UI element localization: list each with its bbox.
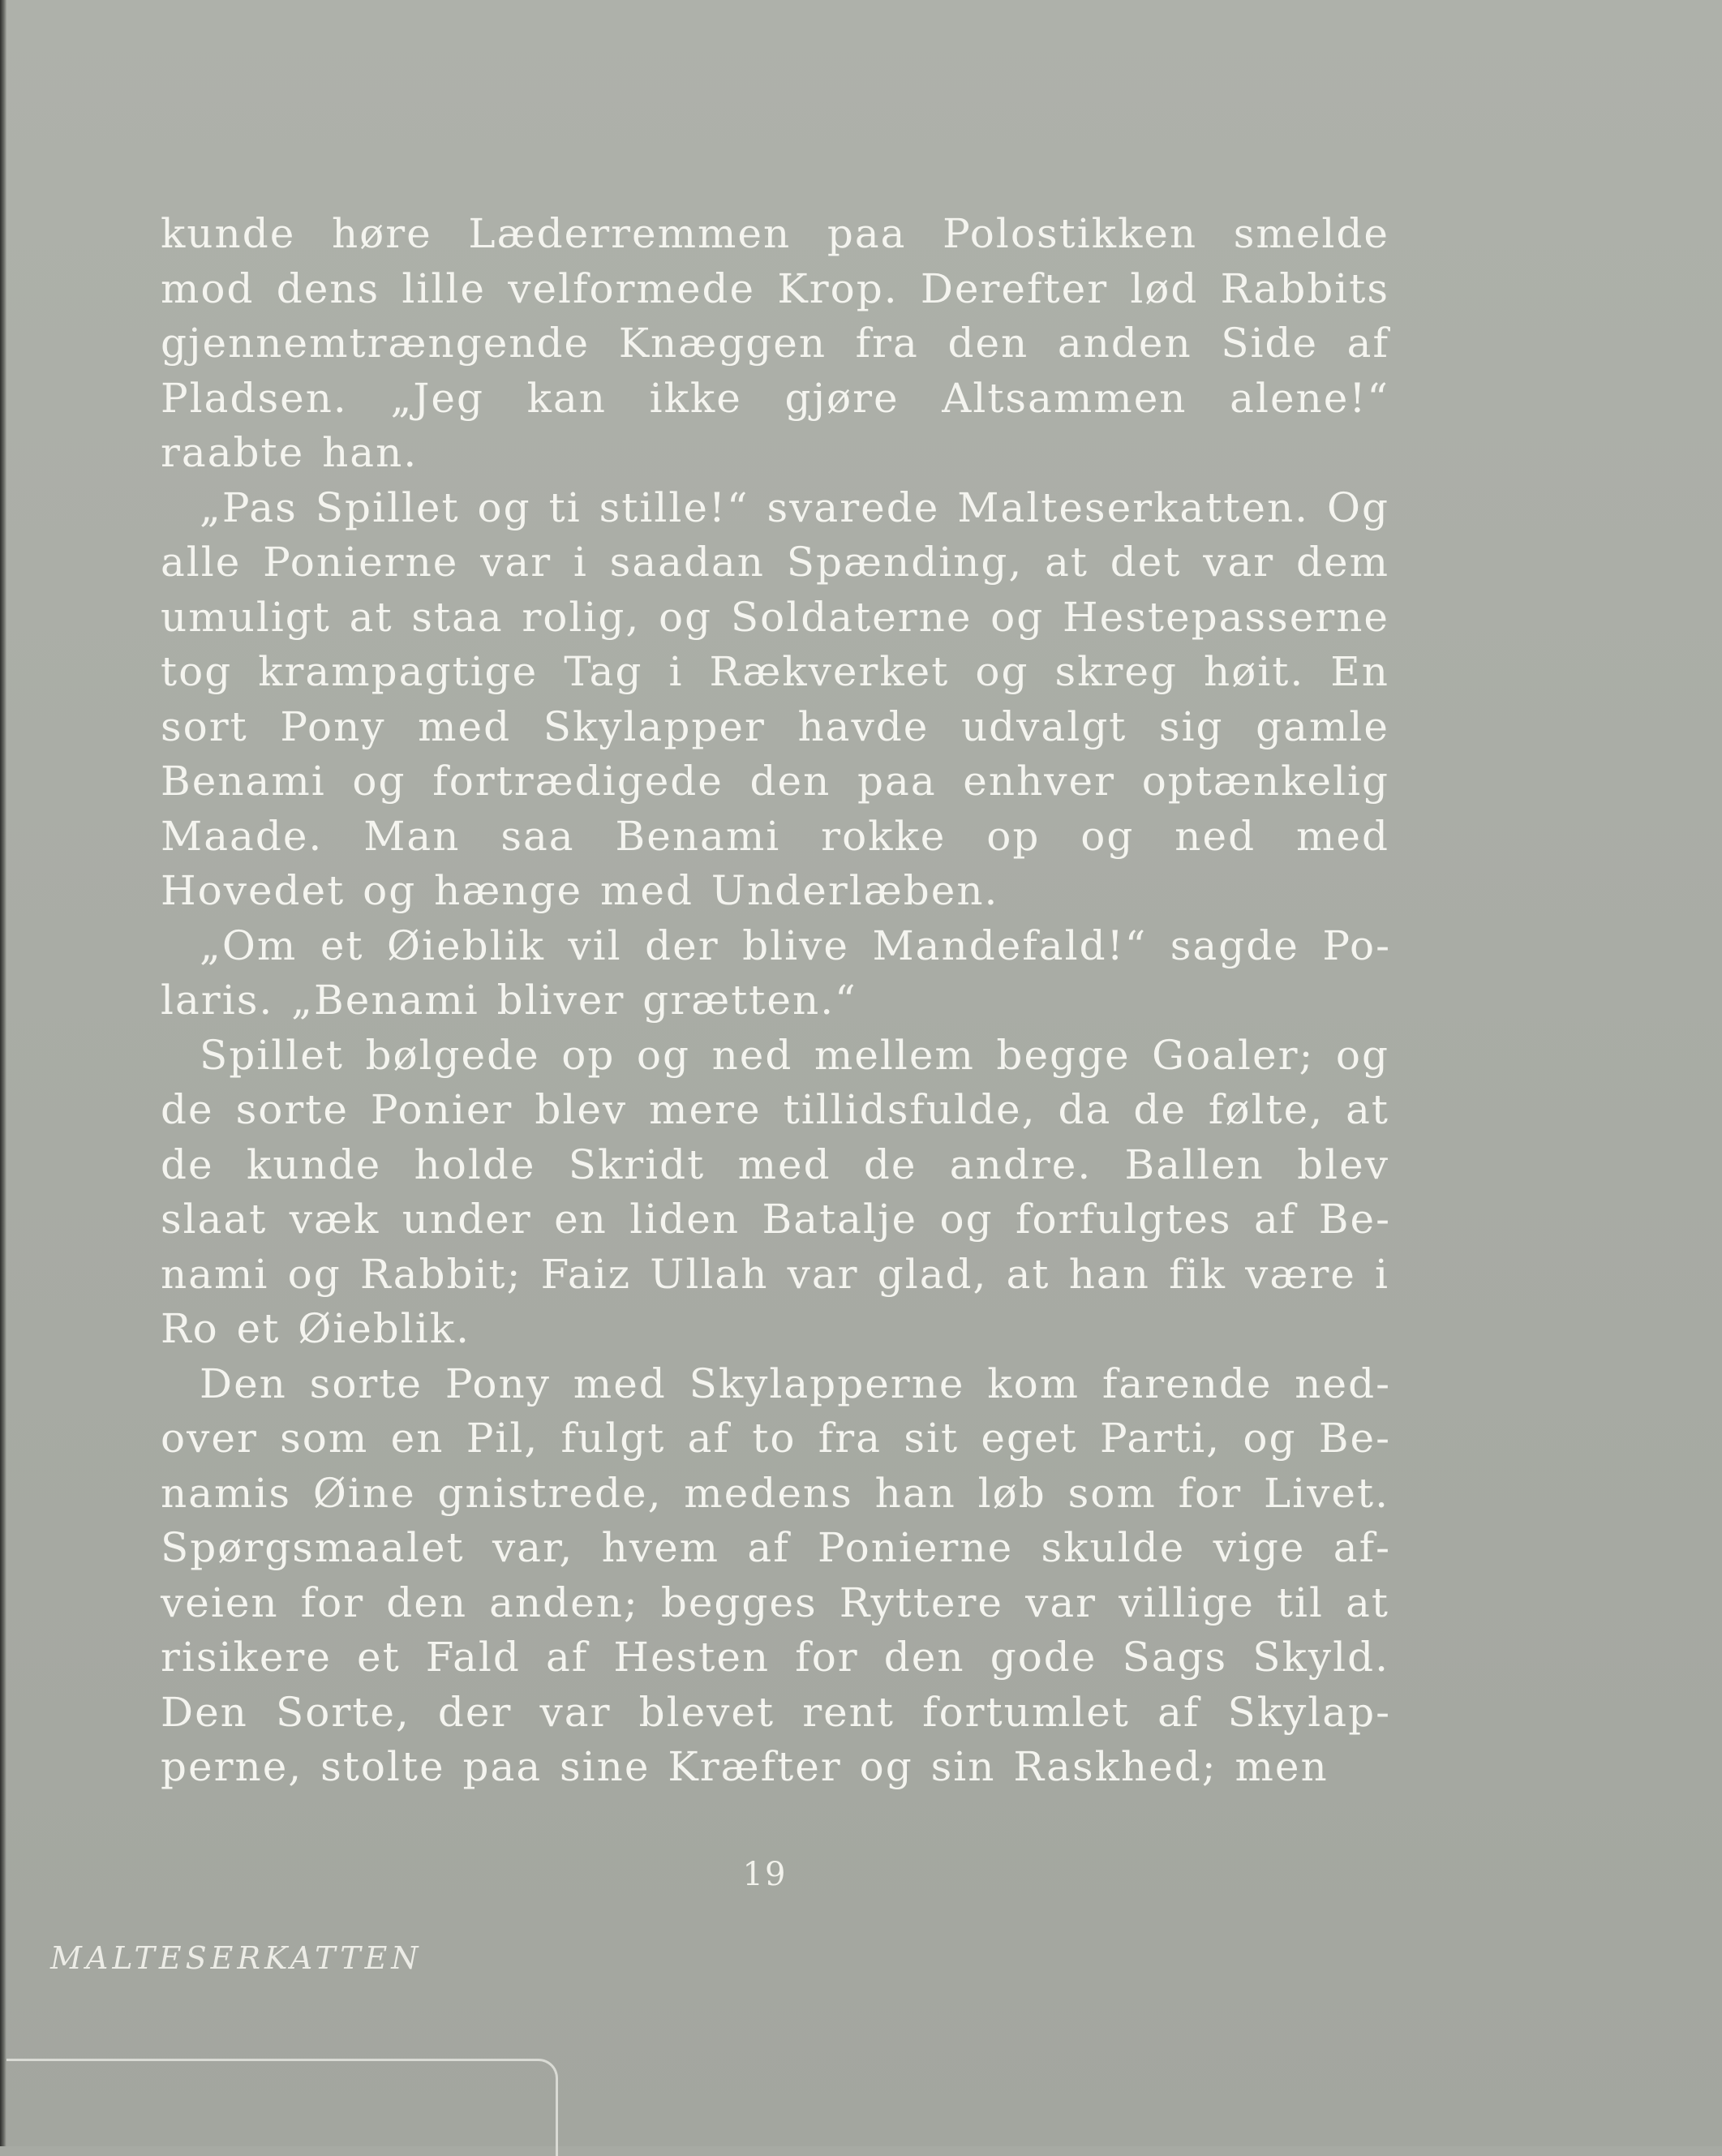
paragraph: Den sorte Pony med Skylapperne kom farende nedover som en Pil, fulgt af to fra sit eget Parti, og Benamis Øine gnistrede, medens han løb som for Livet. Spørgsmaalet var, hvem af Ponierne skulde vige afveien for den anden; begges Ryttere var villige til at risikere et Fald af Hesten for den gode Sags Skyld. Den Sorte, der var blevet rent fortumlet af Skylapperne, stolte paa sine Kræfter og sin Raskhed; men [161, 1359, 1389, 1790]
body-text [161, 207, 1389, 1795]
running-title: MALTESERKATTEN [50, 1940, 423, 1976]
paragraph-continuation: kunde høre Læderremmen paa Polostikken smelde mod dens lille velformede Krop. Derefter lød Rabbits gjennemtrængende Knæggen fra den anden Side af Pladsen. „Jeg kan ikke gjøre Altsammen alene!“ raabte han. [161, 210, 1389, 476]
paragraph: „Pas Spillet og ti stille!“ svarede Malteserkatten. Og alle Ponierne var i saadan Spænding, at det var dem umuligt at staa rolig, og Soldaterne og Hestepasserne tog krampagtige Tag i Rækverket og skreg høit. En sort Pony med Skylapper havde udvalgt sig gamle Benami og fortrædigede den paa enhver optænkelig Maade. Man saa Benami rokke op og ned med Hovedet og hænge med Underlæben. [161, 483, 1389, 914]
page-binding-edge [0, 0, 6, 2146]
page-number: 19 [742, 1856, 788, 1893]
paragraph: „Om et Øieblik vil der blive Mandefald!“ sagde Polaris. „Benami bliver grætten.“ [161, 921, 1389, 1024]
page-tab-outline [6, 2059, 558, 2156]
paragraph: Spillet bølgede op og ned mellem begge Goaler; og de sorte Ponier blev mere tillidsfulde, da de følte, at de kunde holde Skridt med de andre. Ballen blev slaat væk under en liden Batalje og forfulgtes af Benami og Rabbit; Faiz Ullah var glad, at han fik være i Ro et Øieblik. [161, 1031, 1389, 1352]
